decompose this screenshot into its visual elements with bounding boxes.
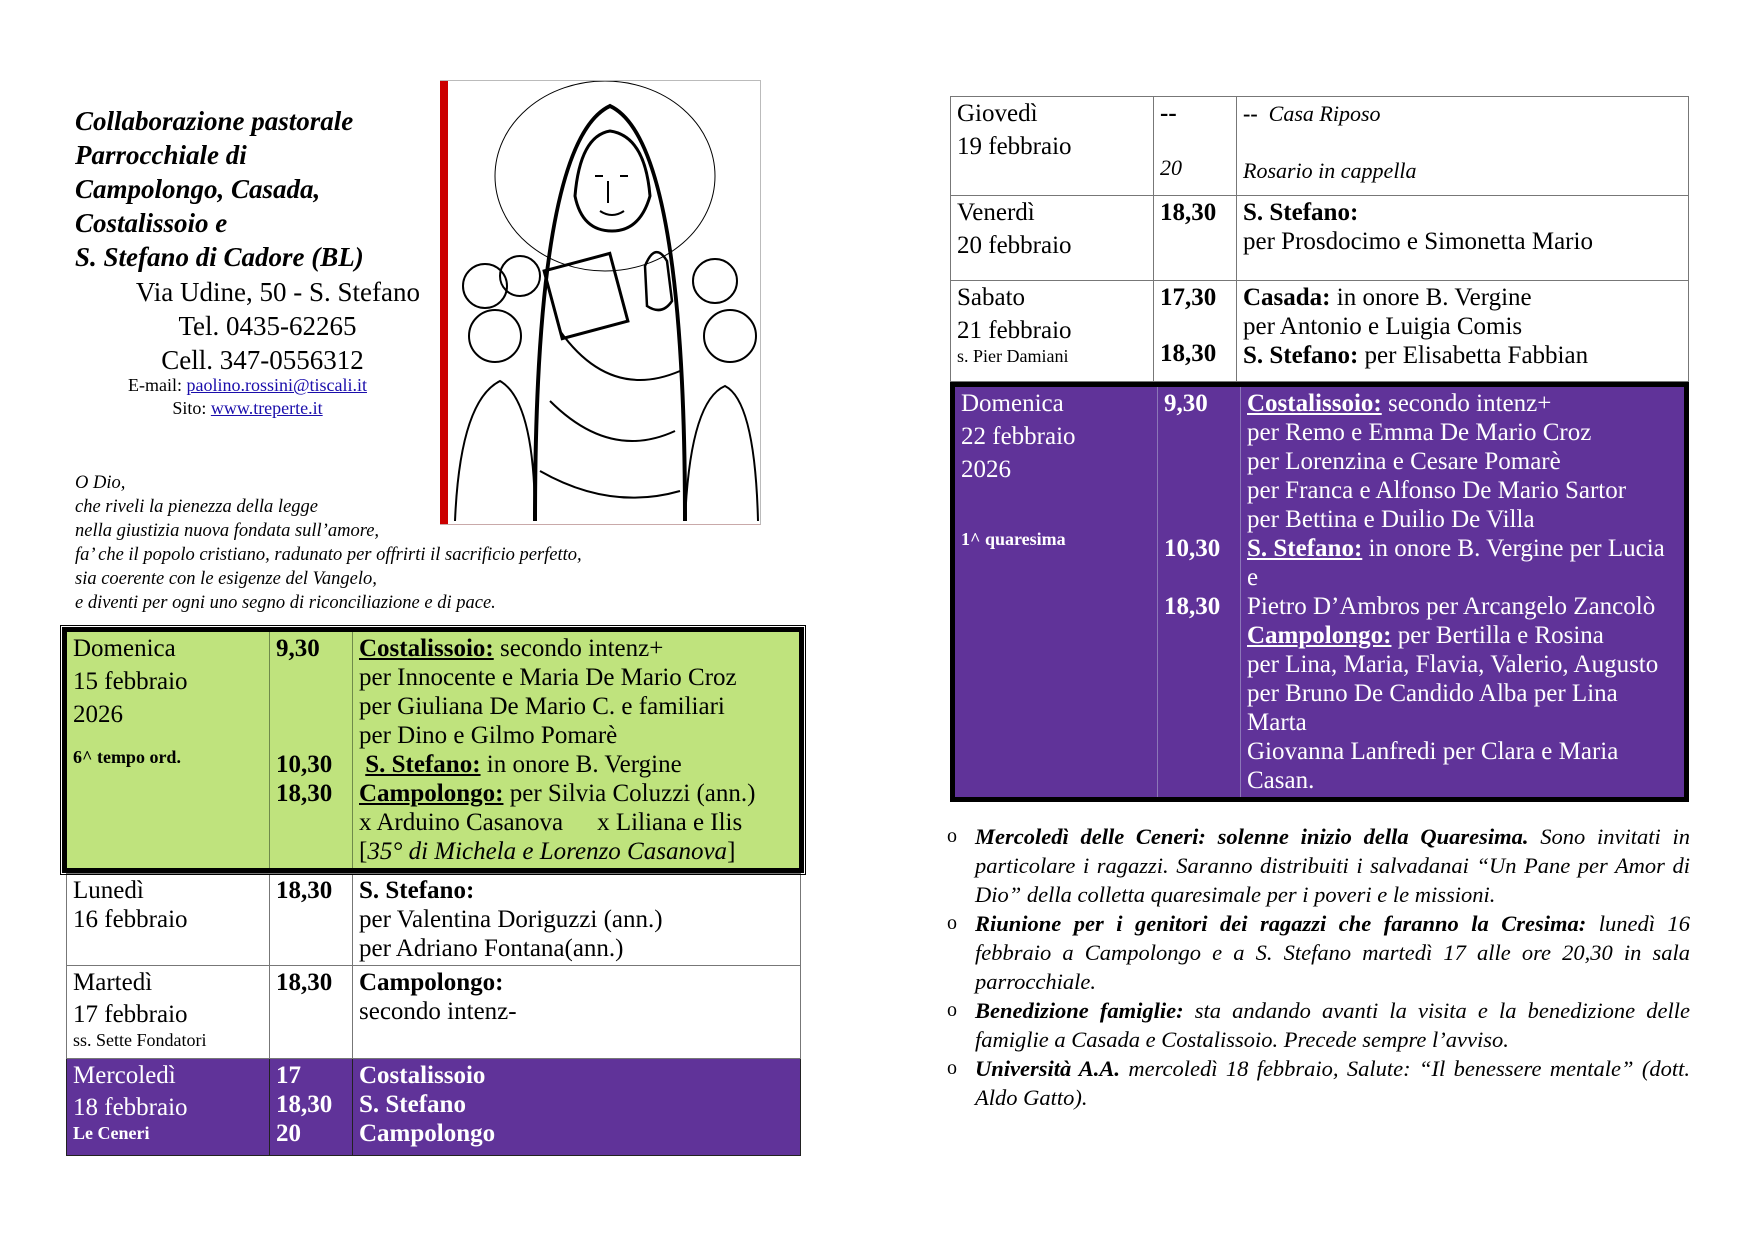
email-link[interactable]: paolino.rossini@tiscali.it (186, 375, 368, 395)
intention-text: in onore B. Vergine (1330, 284, 1532, 311)
church-name: Costalissoio: (359, 635, 494, 662)
intention-line: per Lorenzina e Cesare Pomarè (1247, 448, 1561, 475)
church-name: S. Stefano (359, 1091, 466, 1118)
intentions-cell (353, 874, 801, 966)
day-name: Mercoledì (73, 1062, 176, 1089)
telephone: Tel. 0435-62265 (178, 311, 357, 341)
day-cell (951, 97, 1154, 196)
day-name: Lunedì (73, 877, 144, 904)
intentions-cell (1237, 97, 1689, 196)
event-time: 20 (1160, 155, 1182, 180)
mass-time: 18,30 (276, 1091, 333, 1118)
time-cell (1154, 97, 1237, 196)
intention-text: x Arduino Casanova (359, 809, 564, 836)
date: 21 febbraio (957, 317, 1072, 344)
church-name: S. Stefano: (1243, 199, 1359, 226)
mass-time: 18,30 (270, 966, 353, 1059)
mass-time: 9,30 (1164, 390, 1208, 417)
table-row (67, 966, 801, 1059)
prayer-line: che riveli la pienezza della legge (75, 497, 318, 517)
intention-line: per Dino e Gilmo Pomarè (359, 722, 618, 749)
saint-note: ss. Sette Fondatori (73, 1030, 207, 1050)
date: 16 febbraio (73, 906, 188, 933)
time-cell (1158, 387, 1241, 797)
date: 20 febbraio (957, 232, 1072, 259)
table-row (67, 1059, 801, 1156)
mass-time: 20 (276, 1120, 301, 1147)
notice-text: lunedì 16 febbraio a Campolongo e a S. Stefano martedì 17 alle ore 20,30 in sala parrocchiale. (975, 911, 1690, 994)
day-cell (67, 966, 270, 1059)
year: 2026 (961, 456, 1011, 483)
intention-text: x Liliana e Ilis (597, 809, 743, 836)
jesus-illustration (440, 80, 761, 525)
time-cell (270, 632, 353, 868)
table-row (67, 632, 799, 868)
weekday-table (66, 873, 801, 1156)
intention-text: secondo intenz+ (493, 635, 664, 662)
circle-bullet-icon: o (947, 912, 957, 934)
day-name: Domenica (73, 635, 176, 662)
intention-text: per Bertilla e Rosina (1391, 622, 1604, 649)
mass-time: 18,30 (270, 874, 353, 966)
church-name: Campolongo (359, 1120, 496, 1147)
intention-text: secondo intenz+ (1381, 390, 1552, 417)
notice-text: sta andando avanti la visita e la benedizione delle famiglie a Casada e Costalissoio. Precede sempre l’avviso. (975, 998, 1690, 1052)
bracket: [ (359, 838, 368, 865)
anniversary-note: 35° di Michela e Lorenzo Casanova (367, 838, 728, 865)
liturgical-note: Le Ceneri (73, 1123, 150, 1143)
church-name: Campolongo: (359, 780, 504, 807)
intention-line: secondo intenz- (359, 998, 517, 1025)
mass-time: 18,30 (1164, 593, 1221, 620)
sunday-22-block (950, 382, 1689, 802)
church-name: S. Stefano: (1247, 535, 1363, 562)
day-name: Martedì (73, 969, 153, 996)
prayer-line: nella giustizia nuova fondata sull’amore, (75, 521, 380, 541)
date: 19 febbraio (957, 133, 1072, 160)
intention-line: per Remo e Emma De Mario Croz (1247, 419, 1592, 446)
title-line: Campolongo, Casada, (75, 174, 321, 204)
intention-line: per Adriano Fontana(ann.) (359, 935, 624, 962)
title-line: Costalissoio e (75, 208, 228, 238)
church-name: S. Stefano: (359, 877, 475, 904)
day-name: Sabato (957, 284, 1026, 311)
title-line: Parrocchiale di (75, 140, 247, 170)
dash: -- (1243, 101, 1258, 126)
notice-item (945, 822, 1690, 909)
mass-time: 9,30 (276, 635, 320, 662)
time-cell (1154, 281, 1237, 382)
date: 15 febbraio (73, 668, 188, 695)
intentions-cell (353, 1059, 801, 1156)
table-row (951, 281, 1689, 382)
title-line: Collaborazione pastorale (75, 106, 354, 136)
day-cell (951, 281, 1154, 382)
parish-title (75, 104, 475, 274)
mass-time: 18,30 (1160, 340, 1217, 367)
mass-time: -- (1160, 100, 1177, 127)
prayer-line: fa’ che il popolo cristiano, radunato per offrirti il sacrificio perfetto, (75, 545, 582, 565)
mass-time: 18,30 (276, 780, 333, 807)
mass-time: 17 (276, 1062, 301, 1089)
intentions-cell (1241, 387, 1685, 797)
intention-line: per Prosdocimo e Simonetta Mario (1243, 228, 1593, 255)
church-name: S. Stefano: (365, 751, 481, 778)
date: 18 febbraio (73, 1094, 188, 1121)
notice-item (945, 996, 1690, 1054)
notice-text: Sono invitati in particolare i ragazzi. Saranno distribuiti i salvadanai “Un Pane per Amor di Dio” della colletta quaresimale per i poveri e le missioni. (975, 824, 1690, 907)
table-row (951, 196, 1689, 281)
event-place: Casa Riposo (1268, 101, 1381, 126)
notice-lead: Università A.A. (975, 1056, 1121, 1081)
title-line: S. Stefano di Cadore (BL) (75, 242, 364, 272)
year: 2026 (73, 701, 123, 728)
day-cell (67, 1059, 270, 1156)
church-name: Campolongo: (359, 969, 504, 996)
email-label: E-mail: (127, 375, 187, 395)
date: 22 febbraio (961, 423, 1076, 450)
intention-line: per Valentina Doriguzzi (ann.) (359, 906, 663, 933)
site-label: Sito: (172, 398, 211, 418)
church-name: Costalissoio: (1247, 390, 1382, 417)
saint-note: s. Pier Damiani (957, 346, 1069, 366)
mass-time: 18,30 (1154, 196, 1237, 281)
intention-line: Pietro D’Ambros per Arcangelo Zancolò (1247, 593, 1656, 620)
circle-bullet-icon: o (947, 1057, 957, 1079)
church-name: Costalissoio (359, 1062, 486, 1089)
notice-lead: Riunione per i genitori dei ragazzi che faranno la Cresima: (975, 911, 1587, 936)
site-link[interactable]: www.treperte.it (210, 398, 323, 418)
intentions-cell (353, 966, 801, 1059)
intention-text: in onore B. Vergine (480, 751, 682, 778)
day-cell (67, 874, 270, 966)
schedule-left (62, 627, 804, 1156)
red-margin-bar (440, 81, 448, 524)
intention-line: per Lina, Maria, Flavia, Valerio, Augusto (1247, 651, 1659, 678)
intention-line: per Giuliana De Mario C. e familiari (359, 693, 725, 720)
time-cell (270, 1059, 353, 1156)
bracket: ] (727, 838, 736, 865)
contact-links (75, 374, 420, 420)
notice-lead: Benedizione famiglie: (975, 998, 1184, 1023)
date: 17 febbraio (73, 1001, 188, 1028)
circle-bullet-icon: o (947, 999, 957, 1021)
address: Via Udine, 50 - S. Stefano (135, 277, 420, 307)
mass-time: 17,30 (1160, 284, 1217, 311)
prayer-text (75, 471, 715, 615)
table-row (955, 387, 1684, 797)
intention-line: per Innocente e Maria De Mario Croz (359, 664, 737, 691)
schedule-right (950, 96, 1689, 802)
day-name: Venerdì (957, 199, 1035, 226)
church-name: S. Stefano: (1243, 342, 1359, 369)
day-cell (955, 387, 1158, 797)
notice-item (945, 909, 1690, 996)
notice-text: mercoledì 18 febbraio, Salute: “Il benessere mentale” (dott. Aldo Gatto). (975, 1056, 1690, 1110)
intention-line: per Franca e Alfonso De Mario Sartor (1247, 477, 1627, 504)
liturgical-note: 1^ quaresima (961, 529, 1066, 549)
table-row (67, 874, 801, 966)
intention-line: per Bettina e Duilio De Villa (1247, 506, 1535, 533)
notice-lead: Mercoledì delle Ceneri: solenne inizio della Quaresima. (975, 824, 1529, 849)
church-name: Casada: (1243, 284, 1331, 311)
day-cell (67, 632, 270, 868)
day-name: Domenica (961, 390, 1064, 417)
day-name: Giovedì (957, 100, 1038, 127)
event-text: Rosario in cappella (1243, 158, 1417, 183)
liturgical-note: 6^ tempo ord. (73, 747, 181, 767)
circle-bullet-icon: o (947, 825, 957, 847)
intention-line: per Bruno De Candido Alba per Lina Marta (1247, 680, 1618, 736)
table-row (951, 97, 1689, 196)
notice-item (945, 1054, 1690, 1112)
church-name: Campolongo: (1247, 622, 1392, 649)
intention-text: per Silvia Coluzzi (ann.) (503, 780, 756, 807)
mass-time: 10,30 (276, 751, 333, 778)
intention-text: per Elisabetta Fabbian (1358, 342, 1589, 369)
day-cell (951, 196, 1154, 281)
intention-line: per Antonio e Luigia Comis (1243, 313, 1523, 340)
cellphone: Cell. 347-0556312 (161, 345, 364, 375)
sunday-15-block (62, 627, 804, 873)
contact-block (75, 275, 420, 377)
jesus-with-gospel-icon (440, 81, 760, 524)
prayer-line: O Dio, (75, 473, 126, 493)
intentions-cell (1237, 281, 1689, 382)
notices (945, 822, 1690, 1112)
intention-line: Giovanna Lanfredi per Clara e Maria Casan. (1247, 738, 1619, 794)
weekday-table-right (950, 96, 1689, 382)
intentions-cell (1237, 196, 1689, 281)
mass-time: 10,30 (1164, 535, 1221, 562)
prayer-line: e diventi per ogni uno segno di riconciliazione e di pace. (75, 593, 496, 613)
intention-text: in onore B. Vergine per Lucia e (1247, 535, 1665, 591)
intentions-cell (353, 632, 800, 868)
prayer-line: sia coerente con le esigenze del Vangelo, (75, 569, 377, 589)
